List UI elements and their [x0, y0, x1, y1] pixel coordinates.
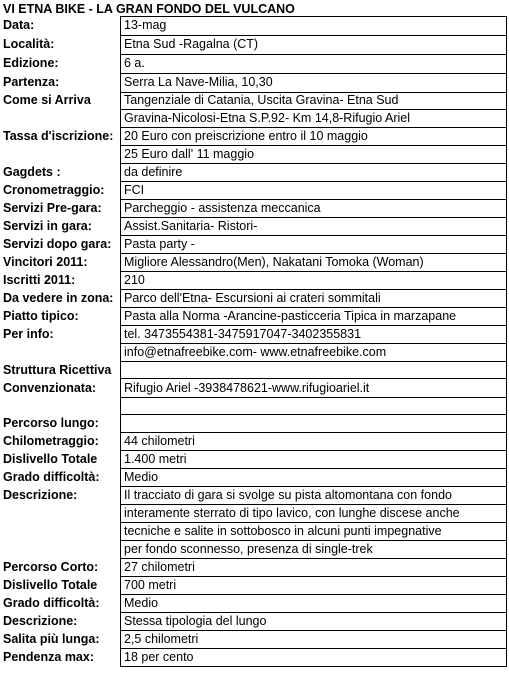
label-pendenza-max: Pendenza max: [3, 650, 95, 664]
label-iscritti: Iscritti 2011: [3, 273, 76, 287]
value-descrizione-lungo-3: tecniche e salite in sottobosco in alcuni punti impegnative [124, 524, 442, 538]
label-struttura-ricettiva: Struttura Ricettiva [3, 363, 112, 377]
label-gadgets: Gagdets : [3, 165, 61, 179]
label-vincitori: Vincitori 2011: [3, 255, 88, 269]
value-piatto-tipico: Pasta alla Norma -Arancine-pasticceria Tipica in marzapane [124, 309, 457, 323]
value-servizi-pre-gara: Parcheggio - assistenza meccanica [124, 201, 321, 215]
value-tassa-iscrizione: 20 Euro con preiscrizione entro il 10 maggio [124, 129, 368, 143]
value-gadgets: da definire [124, 165, 183, 179]
label-grado-corto: Grado difficoltà: [3, 596, 100, 610]
value-localita: Etna Sud -Ragalna (CT) [124, 37, 259, 51]
label-per-info: Per info: [3, 327, 54, 341]
label-servizi-pre-gara: Servizi Pre-gara: [3, 201, 102, 215]
label-chilometraggio: Chilometraggio: [3, 434, 99, 448]
label-edizione: Edizione: [3, 56, 59, 70]
value-dislivello-lungo: 1.400 metri [124, 452, 187, 466]
value-partenza: Serra La Nave-Milia, 10,30 [124, 75, 273, 89]
label-descrizione-corto: Descrizione: [3, 614, 78, 628]
value-tassa-iscrizione-cont: 25 Euro dall' 11 maggio [124, 147, 255, 161]
value-dislivello-corto: 700 metri [124, 578, 177, 592]
label-cronometraggio: Cronometraggio: [3, 183, 105, 197]
value-grado-lungo: Medio [124, 470, 159, 484]
value-data: 13-mag [124, 18, 167, 32]
label-localita: Località: [3, 37, 55, 51]
label-servizi-dopo-gara: Servizi dopo gara: [3, 237, 112, 251]
value-vincitori: Migliore Alessandro(Men), Nakatani Tomoka (Woman) [124, 255, 424, 269]
label-servizi-in-gara: Servizi in gara: [3, 219, 92, 233]
label-partenza: Partenza: [3, 75, 60, 89]
label-come-si-arriva: Come si Arriva [3, 93, 91, 107]
value-edizione: 6 a. [124, 56, 145, 70]
value-descrizione-lungo-4: per fondo sconnesso, presenza di single-trek [124, 542, 373, 556]
label-dislivello-corto: Dislivello Totale [3, 578, 98, 592]
value-per-info-web: info@etnafreebike.com- www.etnafreebike.com [124, 345, 387, 359]
value-salita-piu-lunga: 2,5 chilometri [124, 632, 199, 646]
label-tassa-iscrizione: Tassa d'iscrizione: [3, 129, 114, 143]
value-servizi-in-gara: Assist.Sanitaria- Ristori- [124, 219, 258, 233]
value-descrizione-corto: Stessa tipologia del lungo [124, 614, 267, 628]
value-cronometraggio: FCI [124, 183, 145, 197]
value-come-si-arriva-cont: Gravina-Nicolosi-Etna S.P.92- Km 14,8-Rifugio Ariel [124, 111, 411, 125]
label-convenzionata: Convenzionata: [3, 381, 97, 395]
value-grado-corto: Medio [124, 596, 159, 610]
label-dislivello-lungo: Dislivello Totale [3, 452, 98, 466]
value-per-info-tel: tel. 3473554381-3475917047-3402355831 [124, 327, 362, 341]
label-grado-lungo: Grado difficoltà: [3, 470, 100, 484]
value-pendenza-max: 18 per cento [124, 650, 194, 664]
label-percorso-corto: Percorso Corto: [3, 560, 99, 574]
label-da-vedere: Da vedere in zona: [3, 291, 114, 305]
value-servizi-dopo-gara: Pasta party - [124, 237, 195, 251]
value-percorso-corto: 27 chilometri [124, 560, 195, 574]
value-descrizione-lungo-2: interamente sterrato di tipo lavico, con lunghe discese anche [124, 506, 460, 520]
document-title: VI ETNA BIKE - LA GRAN FONDO DEL VULCANO [3, 2, 295, 16]
label-salita-piu-lunga: Salita più lunga: [3, 632, 100, 646]
label-data: Data: [3, 18, 35, 32]
label-descrizione-lungo: Descrizione: [3, 488, 78, 502]
value-iscritti: 210 [124, 273, 145, 287]
label-piatto-tipico: Piatto tipico: [3, 309, 79, 323]
label-percorso-lungo: Percorso lungo: [3, 416, 99, 430]
value-come-si-arriva: Tangenziale di Catania, Uscita Gravina- Etna Sud [124, 93, 399, 107]
value-chilometraggio: 44 chilometri [124, 434, 195, 448]
value-convenzionata: Rifugio Ariel -3938478621-www.rifugioariel.it [124, 381, 370, 395]
value-da-vedere: Parco dell'Etna- Escursioni ai crateri sommitali [124, 291, 381, 305]
value-descrizione-lungo-1: Il tracciato di gara si svolge su pista altomontana con fondo [124, 488, 452, 502]
